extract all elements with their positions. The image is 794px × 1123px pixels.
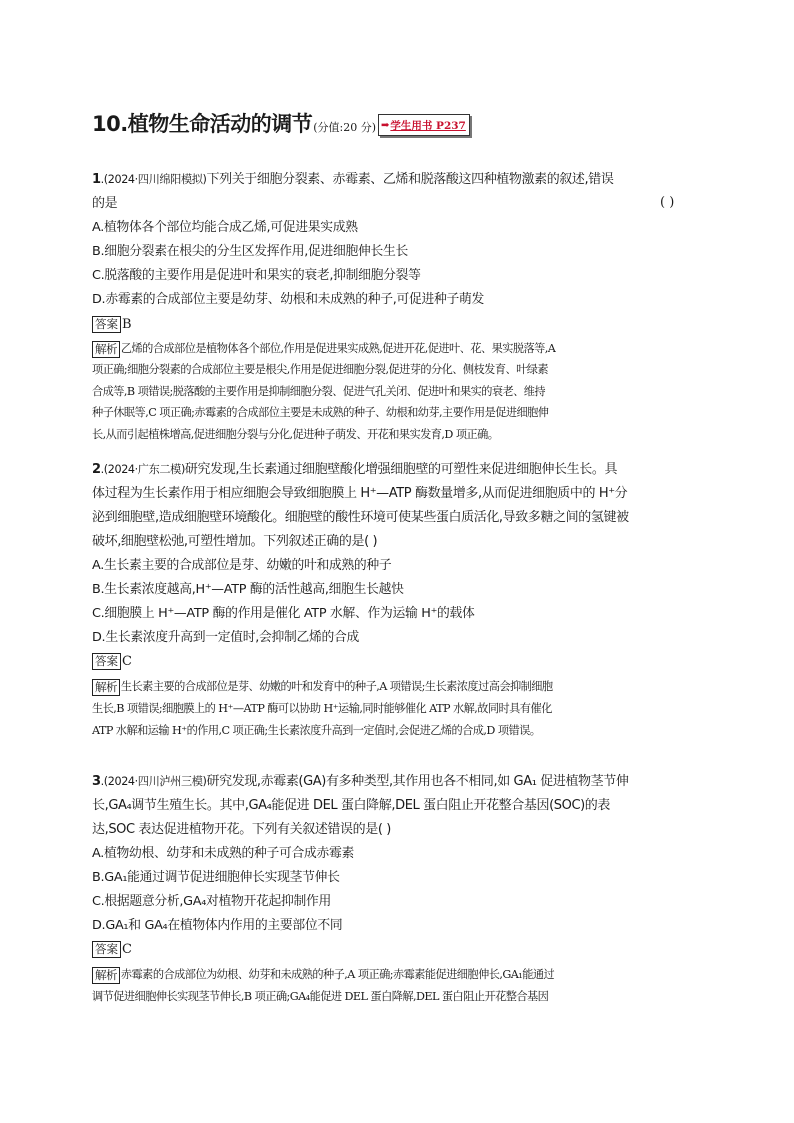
- question-stem: 研究发现,赤霉素(GA)有多种类型,其作用也各不相同,如 GA₁ 促进植物茎节伸: [206, 774, 629, 789]
- question-number: 3: [92, 774, 101, 789]
- question-source: .(2024·四川泸州三模): [100, 775, 207, 788]
- question-source: .(2024·广东二模): [100, 463, 185, 476]
- option-a: A.植物体各个部位均能合成乙烯,可促进果实成熟: [92, 220, 358, 235]
- student-book-reference[interactable]: [378, 114, 470, 136]
- arrow-right-icon: ➡: [381, 119, 390, 131]
- analysis-line: 种子休眠等,C 项正确;赤霉素的合成部位主要是未成熟的种子、幼根和幼芽,主要作用是促进细胞伸: [92, 406, 549, 419]
- question-2-stem-line-3: 泌到细胞壁,造成细胞壁环境酸化。细胞壁的酸性环境可使某些蛋白质活化,导致多糖之间的氢键被: [92, 510, 629, 525]
- question-3-stem-line-1: [92, 773, 628, 791]
- analysis-line: [92, 676, 553, 698]
- question-2-stem-line-4: 破坏,细胞壁松弛,可塑性增加。下列叙述正确的是( ): [92, 534, 378, 549]
- option-d: D.赤霉素的合成部位主要是幼芽、幼根和未成熟的种子,可促进种子萌发: [92, 292, 484, 307]
- analysis-tag: 解析: [92, 679, 120, 696]
- answer-tag: 答案: [92, 941, 121, 958]
- answer-value: C: [122, 654, 132, 669]
- question-stem: 研究发现,生长素通过细胞壁酸化增强细胞壁的可塑性来促进细胞伸长生长。具: [184, 462, 618, 477]
- option-c: C.细胞膜上 H⁺—ATP 酶的作用是催化 ATP 水解、作为运输 H⁺的载体: [92, 606, 475, 621]
- reference-text: 学生用书 P237: [390, 119, 466, 132]
- title-row: [92, 103, 470, 137]
- analysis-tag: 解析: [92, 967, 120, 984]
- answer-line: [92, 316, 132, 334]
- option-a: A.植物幼根、幼芽和未成熟的种子可合成赤霉素: [92, 846, 354, 861]
- option-c: C.脱落酸的主要作用是促进叶和果实的衰老,抑制细胞分裂等: [92, 268, 421, 283]
- question-3-stem-line-3: 达,SOC 表达促进植物开花。下列有关叙述错误的是( ): [92, 822, 391, 837]
- question-2-stem-line-1: [92, 461, 617, 479]
- question-source: .(2024·四川绵阳模拟): [100, 173, 207, 186]
- analysis-line: [92, 338, 555, 360]
- analysis-text: 乙烯的合成部位是植物体各个部位,作用是促进果实成熟,促进开花,促进叶、花、果实脱落等,A: [120, 342, 556, 355]
- answer-line: [92, 941, 132, 959]
- analysis-line: 生长,B 项错误;细胞膜上的 H⁺—ATP 酶可以协助 H⁺运输,同时能够催化 ATP 水解,故同时具有催化: [92, 702, 552, 715]
- question-stem: 的是: [92, 196, 118, 211]
- analysis-line: 长,从而引起植株增高,促进细胞分裂与分化,促进种子萌发、开花和果实发育,D 项正确。: [92, 428, 499, 441]
- question-3-stem-line-2: 长,GA₄调节生殖生长。其中,GA₄能促进 DEL 蛋白降解,DEL 蛋白阻止开花整合基因(SOC)的表: [92, 798, 610, 813]
- option-b: B.细胞分裂素在根尖的分生区发挥作用,促进细胞伸长生长: [92, 244, 408, 259]
- question-number: 1: [92, 172, 101, 187]
- option-b: B.GA₁能通过调节促进细胞伸长实现茎节伸长: [92, 870, 340, 885]
- question-number: 2: [92, 462, 101, 477]
- answer-blank: ( ): [660, 195, 675, 210]
- score-note: (分值:20 分): [313, 121, 376, 134]
- question-2-stem-line-2: 体过程为生长素作用于相应细胞会导致细胞膜上 H⁺—ATP 酶数量增多,从而促进细胞质中的 H⁺分: [92, 486, 628, 501]
- analysis-line: ATP 水解和运输 H⁺的作用,C 项正确;生长素浓度升高到一定值时,会促进乙烯的合成,D 项错误。: [92, 724, 541, 737]
- answer-tag: 答案: [92, 316, 121, 333]
- analysis-text: 生长素主要的合成部位是芽、幼嫩的叶和发育中的种子,A 项错误;生长素浓度过高会抑制细胞: [120, 680, 553, 693]
- analysis-line: 调节促进细胞伸长实现茎节伸长,B 项正确;GA₄能促进 DEL 蛋白降解,DEL 蛋白阻止开花整合基因: [92, 990, 549, 1003]
- question-1-stem-line-1: [92, 171, 613, 189]
- answer-value: C: [122, 942, 132, 957]
- answer-tag: 答案: [92, 653, 121, 670]
- analysis-text: 赤霉素的合成部位为幼根、幼芽和未成熟的种子,A 项正确;赤霉素能促进细胞伸长,GA₁能通过: [120, 968, 555, 981]
- question-1-stem-line-2: [92, 195, 117, 213]
- option-b: B.生长素浓度越高,H⁺—ATP 酶的活性越高,细胞生长越快: [92, 582, 404, 597]
- option-a: A.生长素主要的合成部位是芽、幼嫩的叶和成熟的种子: [92, 558, 392, 573]
- answer-value: B: [122, 317, 132, 332]
- option-c: C.根据题意分析,GA₄对植物开花起抑制作用: [92, 894, 332, 909]
- option-d: D.GA₁和 GA₄在植物体内作用的主要部位不同: [92, 918, 343, 933]
- analysis-line: [92, 964, 554, 986]
- answer-line: [92, 653, 132, 671]
- analysis-tag: 解析: [92, 341, 120, 358]
- question-stem: 下列关于细胞分裂素、赤霉素、乙烯和脱落酸这四种植物激素的叙述,错误: [206, 172, 614, 187]
- analysis-line: 项正确;细胞分裂素的合成部位主要是根尖,作用是促进细胞分裂,促进芽的分化、侧枝发育、叶绿素: [92, 363, 549, 376]
- option-d: D.生长素浓度升高到一定值时,会抑制乙烯的合成: [92, 630, 360, 645]
- page-title: 10.植物生命活动的调节: [92, 112, 313, 136]
- analysis-line: 合成等,B 项错误;脱落酸的主要作用是抑制细胞分裂、促进气孔关闭、促进叶和果实的衰老、维持: [92, 385, 546, 398]
